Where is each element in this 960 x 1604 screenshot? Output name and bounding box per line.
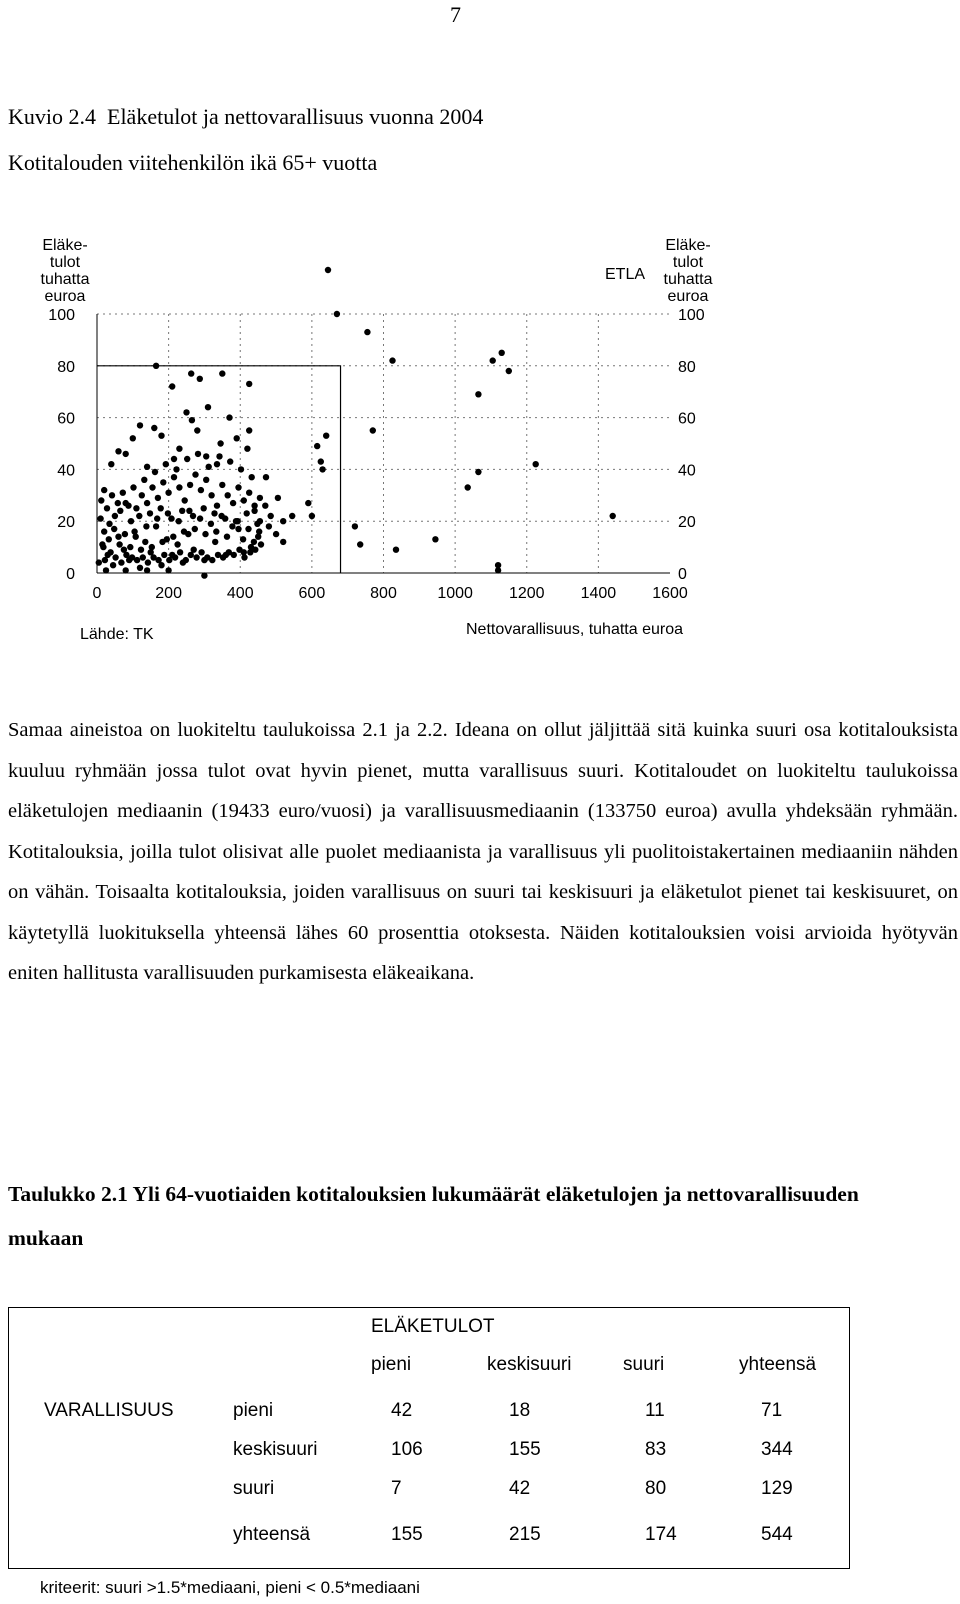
data-point <box>220 554 226 560</box>
data-point <box>226 414 232 420</box>
data-point <box>212 539 218 545</box>
data-point <box>161 552 167 558</box>
y-tick-label-left: 60 <box>57 410 75 428</box>
data-point <box>334 311 340 317</box>
x-tick-label: 600 <box>298 585 326 602</box>
y-tick-label-right: 0 <box>678 566 687 583</box>
data-point <box>203 453 209 459</box>
data-point <box>120 490 126 496</box>
data-point <box>189 417 195 423</box>
data-point <box>163 461 169 467</box>
data-point <box>127 544 133 550</box>
data-point <box>130 484 136 490</box>
data-point <box>235 526 241 532</box>
data-point <box>234 435 240 441</box>
data-point <box>176 484 182 490</box>
row-label: pieni <box>233 1400 274 1421</box>
data-point <box>136 513 142 519</box>
y-tick-label-left: 20 <box>57 514 75 532</box>
data-point <box>610 513 616 519</box>
data-table <box>8 1307 850 1569</box>
data-point <box>101 528 107 534</box>
y-axis-title-right: tulot <box>672 254 704 271</box>
data-point <box>153 363 159 369</box>
data-point <box>183 409 189 415</box>
data-point <box>289 513 295 519</box>
data-point <box>241 554 247 560</box>
data-point <box>235 484 241 490</box>
data-point <box>235 518 241 524</box>
data-point <box>159 539 165 545</box>
data-point <box>314 443 320 449</box>
data-point <box>186 508 192 514</box>
data-point <box>118 559 124 565</box>
y-tick-label-right: 80 <box>678 358 696 376</box>
row-group-header: VARALLISUUS <box>44 1400 174 1421</box>
x-tick-label: 1400 <box>580 585 617 602</box>
data-point <box>490 357 496 363</box>
data-point <box>151 425 157 431</box>
data-point <box>240 536 246 542</box>
figure-subtitle: Kotitalouden viitehenkilön ikä 65+ vuotta <box>8 150 378 175</box>
data-point <box>106 536 112 542</box>
data-point <box>171 474 177 480</box>
y-axis-title-left: euroa <box>44 288 86 305</box>
etla-annotation: ETLA <box>605 266 646 283</box>
table-cell: 344 <box>761 1439 793 1460</box>
data-point <box>123 567 129 573</box>
data-point <box>219 370 225 376</box>
data-point <box>147 510 153 516</box>
data-point <box>249 474 255 480</box>
data-point <box>183 557 189 563</box>
data-point <box>227 458 233 464</box>
table-cell: 42 <box>509 1478 531 1499</box>
data-point <box>475 469 481 475</box>
data-point <box>122 531 128 537</box>
data-point <box>155 557 161 563</box>
y-axis-title-left: tulot <box>49 254 81 271</box>
y-axis-title-right: Eläke- <box>665 237 711 254</box>
data-point <box>252 547 258 553</box>
data-point <box>104 505 110 511</box>
data-point <box>192 471 198 477</box>
data-point <box>218 513 224 519</box>
data-point <box>102 557 108 563</box>
body-paragraph: Samaa aineistoa on luokiteltu taulukoissa 2.1 ja 2.2. Ideana on ollut jäljittää sitä kuinka suuri osa kotitalouksista kuuluu ryhmään jossa tulot ovat hyvin pienet, mutta varallisuus suuri. Kotitaloudet on luokiteltu taulukoissa eläketulojen mediaanin (19433 euro/vuosi) ja varallisuusmediaanin (133750 euroa) avulla yhdeksään ryhmään. Kotitalouksia, joilla tulot olisivat alle puolet mediaanista ja varallisuus yli puolitoistakertainen mediaaniin nähden on vähän. Toisaalta kotitalouksia, joiden varallisuus on suuri tai keskisuuri ja eläketulot pienet tai keskisuuret, on käytetyllä luokituksella yhteensä lähes 60 prosenttia otoksesta. Näiden kotitalouksien voisi arvioida hyötyvän eniten hallitusta varallisuuden purkamisesta eläkeaikana. <box>8 719 958 984</box>
data-point <box>280 539 286 545</box>
data-point <box>168 515 174 521</box>
data-point <box>125 503 131 509</box>
col-header-keskisuuri: keskisuuri <box>487 1354 572 1375</box>
data-point <box>108 461 114 467</box>
data-point <box>142 539 148 545</box>
data-point <box>115 448 121 454</box>
data-point <box>258 541 264 547</box>
y-tick-label-right: 100 <box>678 307 705 324</box>
data-point <box>149 544 155 550</box>
data-point <box>176 446 182 452</box>
data-point <box>169 383 175 389</box>
data-point <box>213 528 219 534</box>
data-point <box>110 562 116 568</box>
data-point <box>112 513 118 519</box>
data-point <box>268 513 274 519</box>
data-point <box>214 461 220 467</box>
data-point <box>143 523 149 529</box>
data-point <box>209 557 215 563</box>
data-point <box>165 567 171 573</box>
y-tick-label-left: 0 <box>66 566 75 583</box>
data-point <box>389 357 395 363</box>
data-point <box>465 484 471 490</box>
data-point <box>432 536 438 542</box>
x-tick-label: 1000 <box>437 585 473 602</box>
data-point <box>192 526 198 532</box>
data-point <box>225 492 231 498</box>
data-point <box>117 508 123 514</box>
data-point <box>144 464 150 470</box>
data-point <box>495 567 501 573</box>
table-cell: 18 <box>509 1400 531 1421</box>
data-point <box>158 505 164 511</box>
data-point <box>229 523 235 529</box>
data-point <box>273 531 279 537</box>
data-point <box>130 435 136 441</box>
data-point <box>170 534 176 540</box>
data-point <box>244 446 250 452</box>
data-point <box>198 549 204 555</box>
data-point <box>187 482 193 488</box>
data-point <box>128 518 134 524</box>
data-point <box>194 427 200 433</box>
data-point <box>364 329 370 335</box>
table-cell: 71 <box>761 1400 783 1421</box>
data-point <box>106 521 112 527</box>
data-point <box>262 503 268 509</box>
table-cell: 155 <box>391 1524 423 1545</box>
col-header-suuri: suuri <box>623 1354 665 1375</box>
data-point <box>141 477 147 483</box>
data-point <box>238 466 244 472</box>
data-point <box>206 464 212 470</box>
row-label: yhteensä <box>233 1524 311 1545</box>
page-number: 7 <box>450 2 461 27</box>
data-point <box>254 521 260 527</box>
row-label: suuri <box>233 1478 275 1499</box>
data-point <box>475 391 481 397</box>
data-point <box>205 404 211 410</box>
table-cell: 80 <box>645 1478 667 1499</box>
data-point <box>174 541 180 547</box>
data-point <box>211 510 217 516</box>
x-tick-label: 1600 <box>652 585 688 602</box>
y-tick-label-right: 40 <box>678 462 696 480</box>
data-point <box>201 572 207 578</box>
table-cell: 83 <box>645 1439 667 1460</box>
data-point <box>216 453 222 459</box>
data-point <box>160 479 166 485</box>
data-point <box>134 557 140 563</box>
scatter-chart <box>0 230 720 670</box>
col-group-header: ELÄKETULOT <box>371 1316 495 1337</box>
data-point <box>370 427 376 433</box>
x-tick-label: 400 <box>226 585 254 602</box>
data-point <box>115 534 121 540</box>
data-point <box>137 565 143 571</box>
y-axis-title-right: euroa <box>667 288 709 305</box>
data-point <box>137 422 143 428</box>
table-cell: 11 <box>645 1400 665 1421</box>
data-point <box>214 503 220 509</box>
data-point <box>188 552 194 558</box>
data-point <box>280 518 286 524</box>
data-point <box>219 482 225 488</box>
data-point <box>144 567 150 573</box>
data-point <box>139 492 145 498</box>
y-tick-label-right: 60 <box>678 410 696 428</box>
data-point <box>325 267 331 273</box>
data-point <box>184 456 190 462</box>
data-point <box>177 549 183 555</box>
data-point <box>115 500 121 506</box>
data-point <box>190 513 196 519</box>
data-point <box>533 461 539 467</box>
data-point <box>154 515 160 521</box>
data-point <box>251 539 257 545</box>
table-cell: 174 <box>645 1524 677 1545</box>
data-point <box>201 505 207 511</box>
data-point <box>241 497 247 503</box>
table-cell: 544 <box>761 1524 793 1545</box>
data-point <box>103 567 109 573</box>
data-point <box>245 526 251 532</box>
x-tick-label: 1200 <box>508 585 545 602</box>
table-cell: 42 <box>391 1400 413 1421</box>
data-point <box>149 484 155 490</box>
data-point <box>96 559 102 565</box>
data-point <box>165 510 171 516</box>
data-point <box>133 534 139 540</box>
data-point <box>140 554 146 560</box>
data-point <box>198 487 204 493</box>
data-point <box>97 515 103 521</box>
data-point <box>506 368 512 374</box>
data-point <box>152 469 158 475</box>
data-point <box>275 495 281 501</box>
table-cell: 7 <box>391 1478 402 1499</box>
data-point <box>203 477 209 483</box>
data-point <box>323 433 329 439</box>
table-cell: 129 <box>761 1478 793 1499</box>
x-tick-label: 200 <box>155 585 182 602</box>
source-label: Lähde: TK <box>80 626 154 643</box>
data-point <box>244 510 250 516</box>
y-axis-title-left: Eläke- <box>42 237 88 254</box>
data-point <box>256 528 262 534</box>
x-tick-label: 800 <box>370 585 397 602</box>
data-point <box>305 500 311 506</box>
data-point <box>181 528 187 534</box>
data-point <box>138 547 144 553</box>
data-point <box>499 350 505 356</box>
data-point <box>393 547 399 553</box>
data-point <box>224 534 230 540</box>
y-tick-label-right: 20 <box>678 514 696 532</box>
data-point <box>133 505 139 511</box>
data-point <box>179 508 185 514</box>
data-point <box>202 531 208 537</box>
data-point <box>352 523 358 529</box>
x-axis-title: Nettovarallisuus, tuhatta euroa <box>465 621 683 638</box>
y-tick-label-left: 40 <box>57 462 75 480</box>
data-point <box>251 508 257 514</box>
data-point <box>208 521 214 527</box>
data-point <box>236 547 242 553</box>
data-point <box>101 487 107 493</box>
data-point <box>188 370 194 376</box>
col-header-yhteensa: yhteensä <box>739 1354 817 1375</box>
data-point <box>208 492 214 498</box>
data-point <box>123 451 129 457</box>
data-point <box>246 490 252 496</box>
data-point <box>266 523 272 529</box>
table-cell: 106 <box>391 1439 423 1460</box>
data-point <box>182 497 188 503</box>
data-point <box>246 427 252 433</box>
data-point <box>309 513 315 519</box>
data-point <box>171 456 177 462</box>
data-point <box>153 523 159 529</box>
data-point <box>230 500 236 506</box>
col-header-pieni: pieni <box>371 1354 412 1375</box>
data-point <box>111 526 117 532</box>
data-point <box>173 466 179 472</box>
data-point <box>257 495 263 501</box>
data-point <box>197 376 203 382</box>
y-tick-label-left: 100 <box>48 307 75 324</box>
data-point <box>263 474 269 480</box>
chart-labels <box>41 237 713 643</box>
data-point <box>107 549 113 555</box>
data-point <box>197 515 203 521</box>
data-point <box>144 500 150 506</box>
data-point <box>155 495 161 501</box>
data-point <box>193 554 199 560</box>
data-point <box>98 497 104 503</box>
table-cell: 155 <box>509 1439 541 1460</box>
y-axis-title-left: tuhatta <box>40 271 90 288</box>
data-point <box>116 541 122 547</box>
table-cell: 215 <box>509 1524 541 1545</box>
row-label: keskisuuri <box>233 1439 318 1460</box>
data-point <box>246 381 252 387</box>
data-point <box>100 544 106 550</box>
data-point <box>357 541 363 547</box>
y-tick-label-left: 80 <box>57 358 75 376</box>
data-point <box>319 466 325 472</box>
x-tick-label: 0 <box>92 585 102 602</box>
figure-title: Kuvio 2.4 Eläketulot ja nettovarallisuus vuonna 2004 <box>8 104 484 129</box>
data-point <box>145 559 151 565</box>
data-point <box>109 492 115 498</box>
data-point <box>166 557 172 563</box>
table-criteria-note: kriteerit: suuri >1.5*mediaani, pieni < 0.5*mediaani <box>40 1578 420 1597</box>
data-point <box>318 458 324 464</box>
data-point <box>231 552 237 558</box>
table-title: Taulukko 2.1 Yli 64-vuotiaiden kotitalouksien lukumäärät eläketulojen ja nettovarallisuuden mukaan <box>8 1182 859 1250</box>
data-point <box>172 554 178 560</box>
data-point <box>195 451 201 457</box>
data-point <box>158 433 164 439</box>
y-axis-title-right: tuhatta <box>663 271 713 288</box>
data-point <box>217 440 223 446</box>
data-point <box>176 518 182 524</box>
data-point <box>112 554 118 560</box>
data-point <box>165 490 171 496</box>
data-point <box>123 552 129 558</box>
